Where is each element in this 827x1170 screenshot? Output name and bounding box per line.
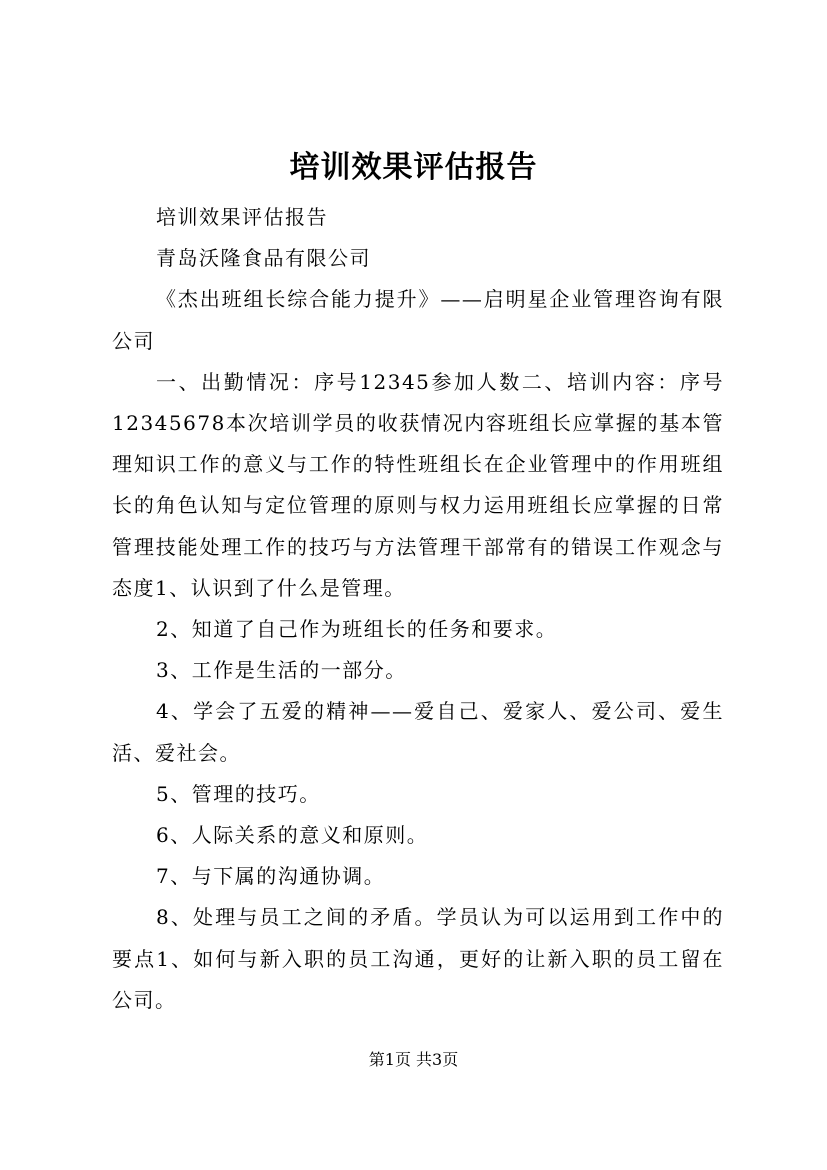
paragraph-item-6: 6、人际关系的意义和原则。 — [156, 823, 429, 848]
paragraph-item-2: 2、知道了自己作为班组长的任务和要求。 — [156, 617, 558, 642]
paragraph-company: 青岛沃隆食品有限公司 — [156, 246, 371, 271]
document-body — [112, 197, 724, 1021]
paragraph-item-5: 5、管理的技巧。 — [156, 781, 321, 806]
paragraph-item-3: 3、工作是生活的一部分。 — [156, 658, 407, 683]
paragraph-item-4: 4、学会了五爱的精神——爱自己、爱家人、爱公司、爱生活、爱社会。 — [112, 699, 724, 765]
document-title: 培训效果评估报告 — [289, 150, 538, 185]
paragraph-item-7: 7、与下属的沟通协调。 — [156, 864, 386, 889]
page-number-footer: 第1页 共3页 — [368, 1050, 459, 1069]
paragraph-attendance-content: 一、出勤情况：序号12345参加人数二、培训内容：序号12345678本次培训学员的收获情况内容班组长应掌握的基本管理知识工作的意义与工作的特性班组长在企业管理中的作用班组长的角色认知与定位管理的原则与权力运用班组长应掌握的日常管理技能处理工作的技巧与方法管理干部常有的错误工作观念与态度1、认识到了什么是管理。 — [112, 369, 724, 600]
paragraph-item-8: 8、处理与员工之间的矛盾。学员认为可以运用到工作中的要点1、如何与新入职的员工沟通，更好的让新入职的员工留在公司。 — [112, 905, 724, 1012]
paragraph-course: 《杰出班组长综合能力提升》——启明星企业管理咨询有限公司 — [112, 287, 724, 353]
paragraph-subtitle: 培训效果评估报告 — [156, 205, 328, 229]
